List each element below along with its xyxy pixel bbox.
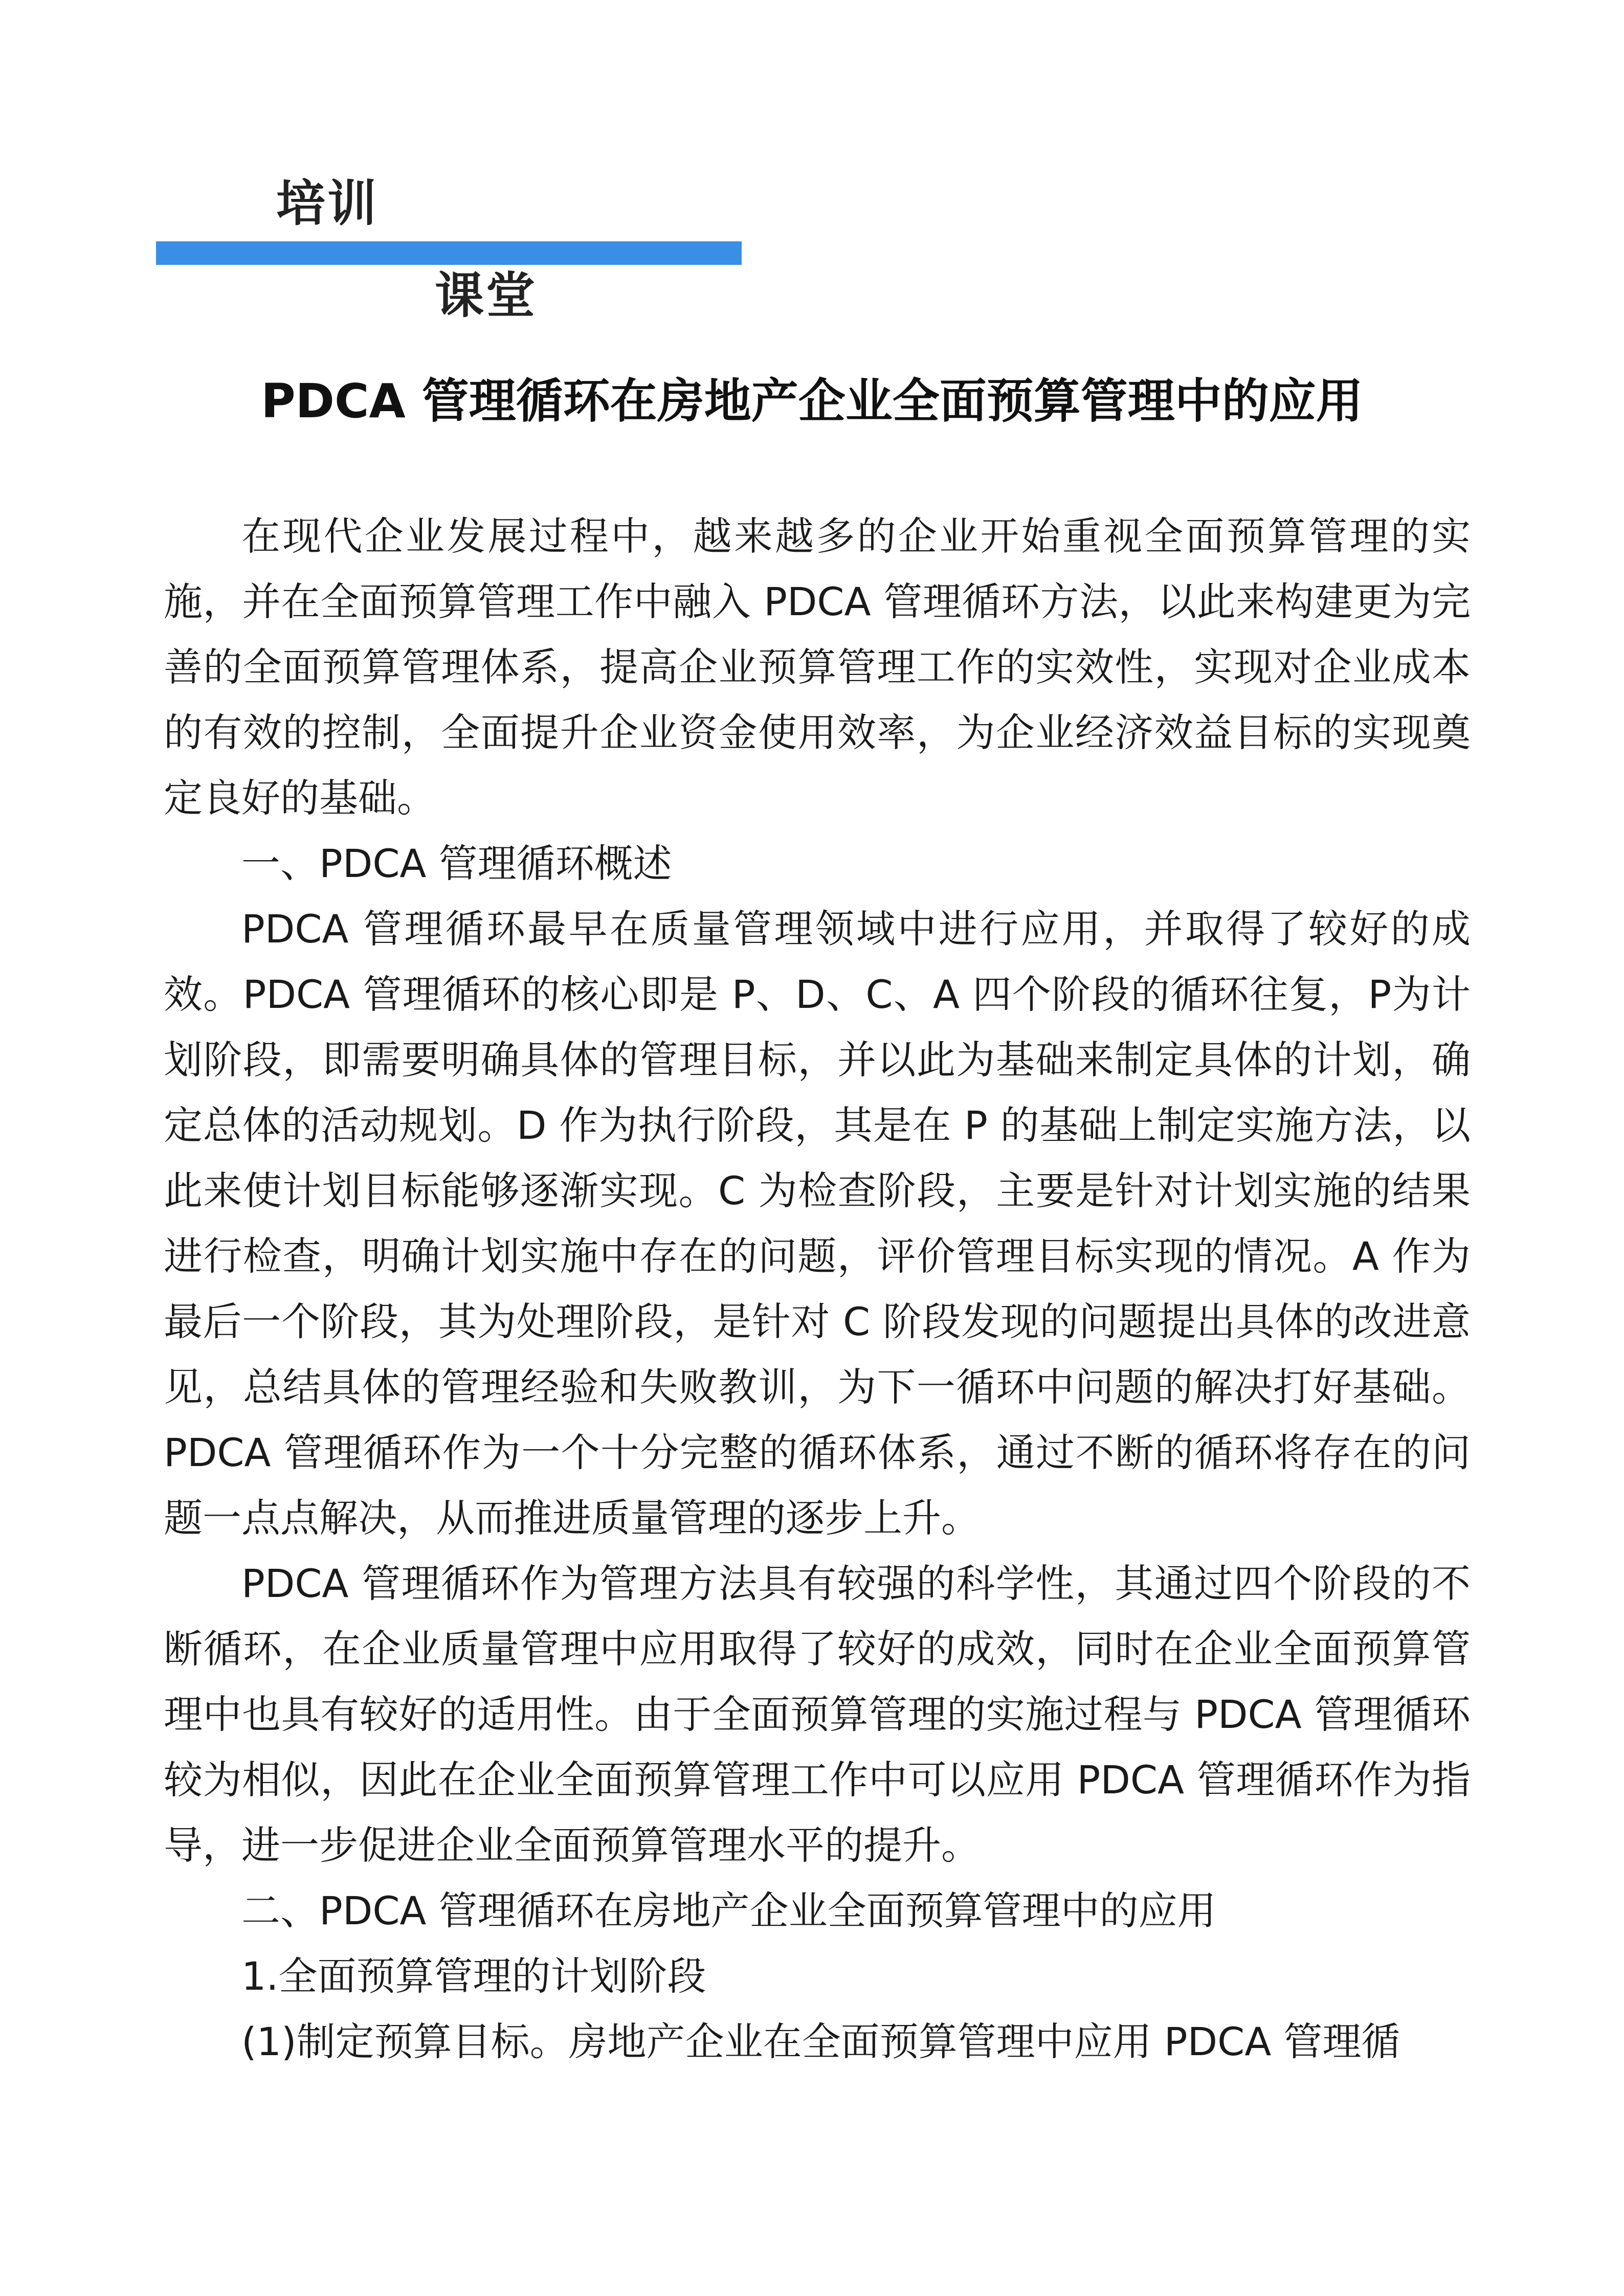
header-word-classroom: 课堂: [435, 267, 537, 324]
paragraph-budget-target: (1)制定预算目标。房地产企业在全面预算管理中应用 PDCA 管理循: [241, 2019, 1400, 2064]
header-word-training: 培训: [276, 175, 379, 232]
section-heading-1: 一、PDCA 管理循环概述: [241, 841, 672, 886]
header-accent-bar: [156, 241, 742, 265]
article-body: [164, 504, 1471, 2075]
section-heading-2: 二、PDCA 管理循环在房地产企业全面预算管理中的应用: [241, 1888, 1216, 1933]
paragraph-intro: 在现代企业发展过程中，越来越多的企业开始重视全面预算管理的实施，并在全面预算管理工作中融入 PDCA 管理循环方法，以此来构建更为完善的全面预算管理体系，提高企业预算管理工作的实效性，实现对企业成本的有效的控制，全面提升企业资金使用效率，为企业经济效益目标的实现奠定良好的基础。: [164, 513, 1471, 821]
paragraph-pdca-applicability: PDCA 管理循环作为管理方法具有较强的科学性，其通过四个阶段的不断循环，在企业质量管理中应用取得了较好的成效，同时在企业全面预算管理中也具有较好的适用性。由于全面预算管理的实施过程与 PDCA 管理循环较为相似，因此在企业全面预算管理工作中可以应用 PDCA 管理循环作为指导，进一步促进企业全面预算管理水平的提升。: [164, 1561, 1471, 1868]
subsection-heading-1: 1.全面预算管理的计划阶段: [241, 1953, 706, 1999]
article-title: PDCA 管理循环在房地产企业全面预算管理中的应用: [261, 374, 1363, 429]
paragraph-pdca-overview: PDCA 管理循环最早在质量管理领域中进行应用，并取得了较好的成效。PDCA 管理循环的核心即是 P、D、C、A 四个阶段的循环往复，P为计划阶段，即需要明确具体的管理目标，并以此为基础来制定具体的计划，确定总体的活动规划。D 作为执行阶段，其是在 P 的基础上制定实施方法，以此来使计划目标能够逐渐实现。C 为检查阶段，主要是针对计划实施的结果进行检查，明确计划实施中存在的问题，评价管理目标实现的情况。A 作为最后一个阶段，其为处理阶段，是针对 C 阶段发现的问题提出具体的改进意见，总结具体的管理经验和失败教训，为下一循环中问题的解决打好基础。PDCA 管理循环作为一个十分完整的循环体系，通过不断的循环将存在的问题一点点解决，从而推进质量管理的逐步上升。: [164, 906, 1471, 1541]
